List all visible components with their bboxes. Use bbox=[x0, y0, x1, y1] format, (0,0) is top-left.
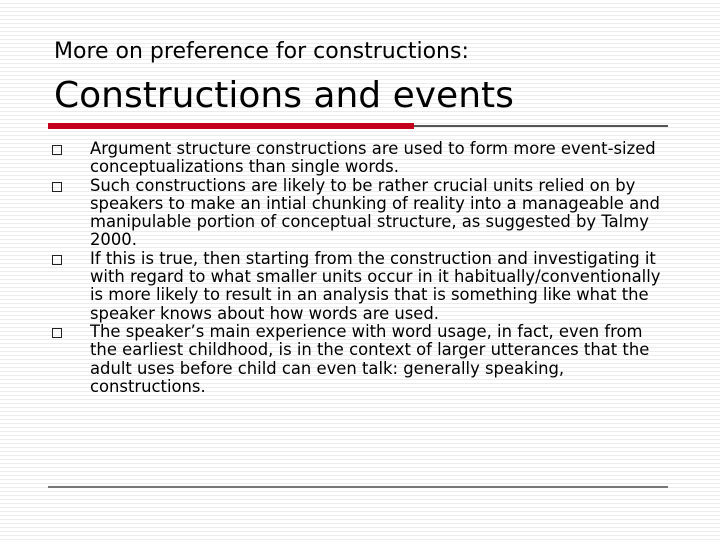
bullet-item bbox=[52, 177, 670, 250]
hollow-square-bullet-icon bbox=[52, 328, 62, 338]
title-accent-bar bbox=[48, 123, 414, 129]
hollow-square-bullet-icon bbox=[52, 255, 62, 265]
hollow-square-bullet-icon bbox=[52, 145, 62, 155]
bullet-text: If this is true, then starting from the construction and investigating it with regard to what smaller units occur in it habitually/conventionally is more likely to result in an analysis that is something like what the speaker knows about how words are used. bbox=[90, 248, 661, 323]
bullet-text: The speaker’s main experience with word usage, in fact, even from the earliest childhood, is in the context of larger utterances that the adult uses before child can even talk: generally speaking, constructions. bbox=[90, 321, 650, 396]
slide-title: Constructions and events bbox=[54, 75, 514, 116]
bullet-item bbox=[52, 323, 670, 396]
footer-rule bbox=[48, 486, 668, 488]
hollow-square-bullet-icon bbox=[52, 182, 62, 192]
bullet-item bbox=[52, 140, 670, 177]
bullet-text: Such constructions are likely to be rather crucial units relied on by speakers to make an intial chunking of reality into a manageable and manipulable portion of conceptual structure, as suggested by Talmy 2000. bbox=[90, 175, 660, 250]
bullet-text: Argument structure constructions are used to form more event-sized conceptualizations than single words. bbox=[90, 139, 656, 177]
bullet-item bbox=[52, 250, 670, 323]
bullet-list bbox=[52, 140, 670, 396]
slide-subtitle: More on preference for constructions: bbox=[54, 39, 469, 64]
